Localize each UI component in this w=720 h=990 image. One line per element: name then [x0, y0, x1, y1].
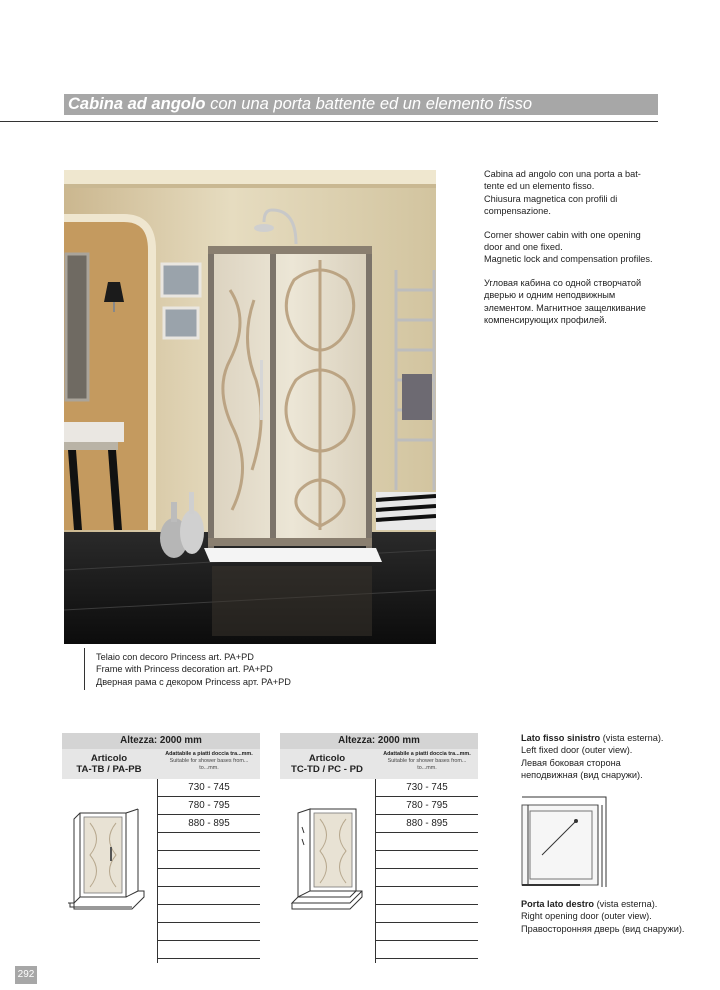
table-row: [376, 851, 478, 869]
articolo-label: Articolo: [90, 753, 128, 764]
product-photo: [64, 170, 436, 644]
height-label: Altezza: 2000 mm: [62, 733, 260, 749]
photo-caption: [96, 651, 291, 688]
caption-en: Frame with Princess decoration art. PA+PD: [96, 664, 273, 675]
spec-table-right: [280, 733, 478, 973]
articolo-cell: [280, 749, 374, 779]
table-row: [158, 833, 260, 851]
size-rows: [158, 779, 260, 959]
right-door-note: [521, 898, 684, 935]
caption-rule: [84, 648, 85, 690]
product-description: [484, 168, 684, 337]
base-note-cell: [158, 749, 260, 779]
right-note-title: Porta lato destro: [521, 899, 595, 909]
left-note-en: Left fixed door (outer view).: [521, 745, 633, 756]
article-codes: TA-TB / PA-PB: [76, 764, 142, 775]
base-note-to: to...mm.: [199, 765, 219, 771]
table-row: [376, 905, 478, 923]
left-fixed-note: [521, 732, 663, 782]
plan-view-drawing: [520, 795, 610, 891]
left-note-title-rest: (vista esterna).: [600, 733, 664, 743]
page-title: [68, 94, 532, 115]
right-note-en: Right opening door (outer view).: [521, 911, 652, 922]
table-row: 780 - 795: [376, 797, 478, 815]
table-row: 730 - 745: [158, 779, 260, 797]
base-note-it: Adattabile a piatti doccia tra...mm.: [383, 751, 471, 757]
table-row: [376, 869, 478, 887]
table-row: [158, 905, 260, 923]
table-row: [376, 941, 478, 959]
articolo-label: Articolo: [308, 753, 346, 764]
articolo-cell: [62, 749, 156, 779]
header-rule: [0, 121, 658, 122]
table-row: [158, 869, 260, 887]
page-number: 292: [15, 966, 37, 984]
base-note-en: Suitable for shower bases from...: [387, 758, 467, 764]
base-note-to: to...mm.: [417, 765, 437, 771]
description-en: Corner shower cabin with one opening door and one fixed. Magnetic lock and compensation profiles.: [484, 229, 653, 265]
table-row: 880 - 895: [158, 815, 260, 833]
cabin-left-drawing: [66, 799, 152, 911]
title-rest: con una porta battente ed un elemento fisso: [205, 95, 533, 113]
base-note-cell: [376, 749, 478, 779]
title-band: [64, 94, 658, 115]
table-row: [158, 887, 260, 905]
shower-cabin-photo: [64, 170, 436, 644]
description-it: Cabina ad angolo con una porta a bat- tente ed un elemento fisso. Chiusura magnetica con profili di compensazione.: [484, 169, 641, 217]
right-note-title-rest: (vista esterna).: [594, 899, 658, 909]
spec-subheader: [280, 749, 478, 779]
cabin-right-drawing: [284, 799, 370, 911]
table-row: [158, 851, 260, 869]
left-note-ru-2: неподвижная (вид снаружи).: [521, 770, 643, 781]
caption-ru: Дверная рама с декором Princess арт. PA+PD: [96, 676, 291, 687]
size-rows: [376, 779, 478, 959]
base-note-en: Suitable for shower bases from...: [169, 758, 249, 764]
caption-it: Telaio con decoro Princess art. PA+PD: [96, 652, 254, 662]
left-note-title: Lato fisso sinistro: [521, 733, 601, 743]
base-note-it: Adattabile a piatti doccia tra...mm.: [165, 751, 253, 757]
spec-subheader: [62, 749, 260, 779]
description-ru: Угловая кабина со одной створчатой дверью и одним неподвижным элементом. Магнитное защелкивание компенсирующих профилей.: [484, 277, 646, 326]
table-row: 780 - 795: [158, 797, 260, 815]
right-note-ru: Правосторонняя дверь (вид снаружи).: [521, 923, 685, 934]
table-row: [376, 833, 478, 851]
table-row: [158, 941, 260, 959]
table-row: [158, 923, 260, 941]
article-codes: TC-TD / PC - PD: [291, 764, 363, 775]
height-label: Altezza: 2000 mm: [280, 733, 478, 749]
left-note-ru-1: Левая боковая сторона: [521, 757, 621, 768]
table-row: 730 - 745: [376, 779, 478, 797]
table-row: [376, 923, 478, 941]
title-strong: Cabina ad angolo: [68, 95, 206, 113]
table-row: 880 - 895: [376, 815, 478, 833]
spec-table-left: [62, 733, 260, 973]
table-row: [376, 887, 478, 905]
